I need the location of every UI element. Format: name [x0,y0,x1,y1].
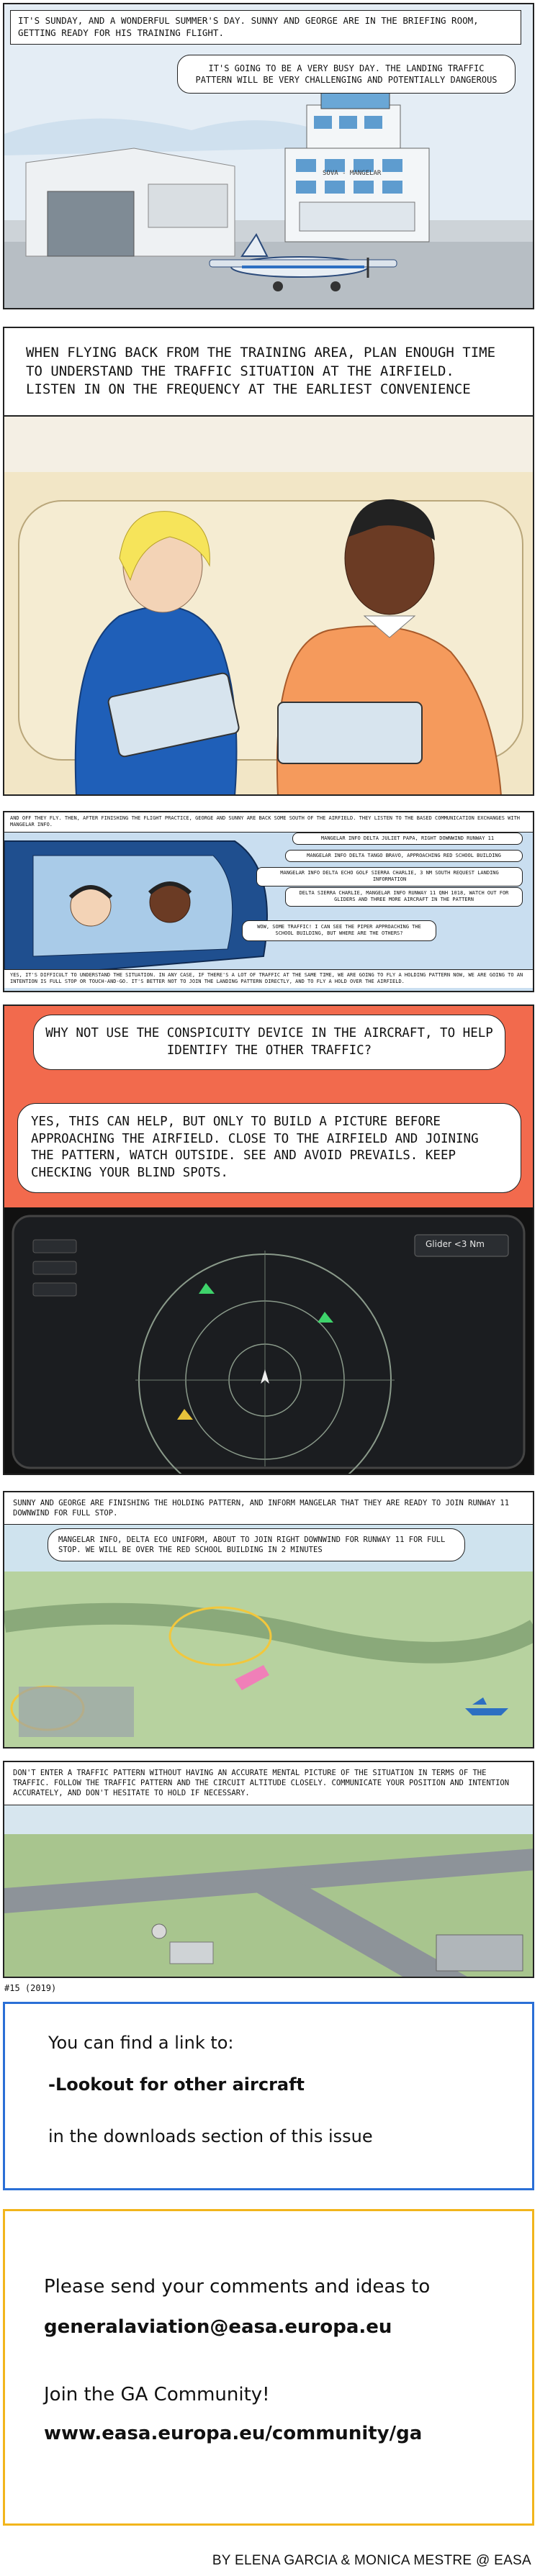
community-url-link[interactable]: www.easa.europa.eu/community/ga [44,2423,423,2444]
info-line-1: You can find a link to: [48,2033,234,2053]
radio-bubble-4: DELTA SIERRA CHARLIE, MANGELAR INFO RUNWAY 11 QNH 1018, WATCH OUT FOR GLIDERS AND THREE MORE AIRCRAFT IN THE PATTERN [285,887,523,907]
contact-line-1: Please send your comments and ideas to [44,2276,431,2298]
question-bubble: WHY NOT USE THE CONSPICUITY DEVICE IN THE AIRCRAFT, TO HELP IDENTIFY THE OTHER TRAFFIC? [33,1015,505,1070]
panel-conspicuity [3,1004,534,1475]
airfield-illustration [4,4,534,309]
panel6-caption: DON'T ENTER A TRAFFIC PATTERN WITHOUT HAVING AN ACCURATE MENTAL PICTURE OF THE SITUATION IN TERMS OF THE TRAFFIC. FOLLOW THE TRAFFIC PATTERN AND THE CIRCUIT ALTITUDE CLOSELY. COMMUNICATE YOUR POSITION AND INTENTION ACCURATELY, AND DON'T HESITATE TO HOLD IF NECESSARY. [4,1762,533,1805]
credits: BY ELENA GARCIA & MONICA MESTRE @ EASA [212,2553,531,2568]
info-line-3: in the downloads section of this issue [48,2126,373,2146]
panel2-caption: WHEN FLYING BACK FROM THE TRAINING AREA, PLAN ENOUGH TIME TO UNDERSTAND THE TRAFFIC SITUATION AT THE AIRFIELD. LISTEN IN ON THE FREQUENCY AT THE EARLIEST CONVENIENCE [4,328,533,417]
tower-sign: SOVA - MANGELAR [323,170,382,177]
panel-holding-pattern [3,1491,534,1749]
issue-number: #15 (2019) [4,1983,57,1993]
panel3-caption-bottom: YES, IT'S DIFFICULT TO UNDERSTAND THE SITUATION. IN ANY CASE, IF THERE'S A LOT OF TRAFFIC AT THE SAME TIME, WE ARE GOING TO FLY A HOLDING PATTERN NOW, WE ARE GOING TO AN INTENTION IS FULL STOP OR TOUCH-AND-GO. IT'S BETTER NOT TO JOIN THE LANDING PATTERN DIRECTLY, AND TO FLY A HOLD OVER THE AIRFIELD. [4,969,533,988]
panel-planning [3,327,534,796]
answer-bubble: YES, THIS CAN HELP, BUT ONLY TO BUILD A PICTURE BEFORE APPROACHING THE AIRFIELD. CLOSE TO THE AIRFIELD AND JOINING THE PATTERN, WATCH OUTSIDE. SEE AND AVOID PREVAILS. KEEP CHECKING YOUR BLIND SPOTS. [17,1103,521,1193]
contact-email-link[interactable]: generalaviation@easa.europa.eu [44,2316,392,2338]
radio-bubble-3: MANGELAR INFO DELTA ECHO GOLF SIERRA CHARLIE, 3 NM SOUTH REQUEST LANDING INFORMATION [256,867,523,886]
radio-bubble-2: MANGELAR INFO DELTA TANGO BRAVO, APPROACHING RED SCHOOL BUILDING [285,850,523,862]
contact-box [3,2209,534,2526]
panel1-caption: IT'S SUNDAY, AND A WONDERFUL SUMMER'S DAY. SUNNY AND GEORGE ARE IN THE BRIEFING ROOM, GETTING READY FOR HIS TRAINING FLIGHT. [10,10,521,45]
panel-traffic-pattern [3,1761,534,1978]
panel5-speech-bubble: MANGELAR INFO, DELTA ECO UNIFORM, ABOUT TO JOIN RIGHT DOWNWIND FOR RUNWAY 11 FOR FULL STOP. WE WILL BE OVER THE RED SCHOOL BUILDING IN 2 MINUTES [48,1528,465,1561]
contact-line-2: Join the GA Community! [44,2384,270,2405]
radio-bubble-1: MANGELAR INFO DELTA JULIET PAPA, RIGHT DOWNWIND RUNWAY 11 [292,833,523,845]
panel-radio [3,811,534,992]
pilot-speech-bubble: WOW, SOME TRAFFIC! I CAN SEE THE PIPER APPROACHING THE SCHOOL BUILDING, BUT WHERE ARE THE OTHERS? [242,920,436,941]
downloads-info-box [3,2002,534,2190]
screen-label: Glider <3 Nm [426,1239,485,1249]
panel5-caption: SUNNY AND GEORGE ARE FINISHING THE HOLDING PATTERN, AND INFORM MANGELAR THAT THEY ARE READY TO JOIN RUNWAY 11 DOWNWIND FOR FULL STOP. [4,1492,533,1525]
info-link-title[interactable]: -Lookout for other aircraft [48,2074,305,2095]
panel3-caption-top: AND OFF THEY FLY. THEN, AFTER FINISHING THE FLIGHT PRACTICE, GEORGE AND SUNNY ARE BACK SOME SOUTH OF THE AIRFIELD. THEY LISTEN TO THE BASED COMMUNICATION EXCHANGES WITH MANGELAR INFO. [4,812,533,833]
panel1-speech-bubble: IT'S GOING TO BE A VERY BUSY DAY. THE LANDING TRAFFIC PATTERN WILL BE VERY CHALLENGING AND POTENTIALLY DANGEROUS [177,55,516,94]
panel-briefing [3,3,534,309]
